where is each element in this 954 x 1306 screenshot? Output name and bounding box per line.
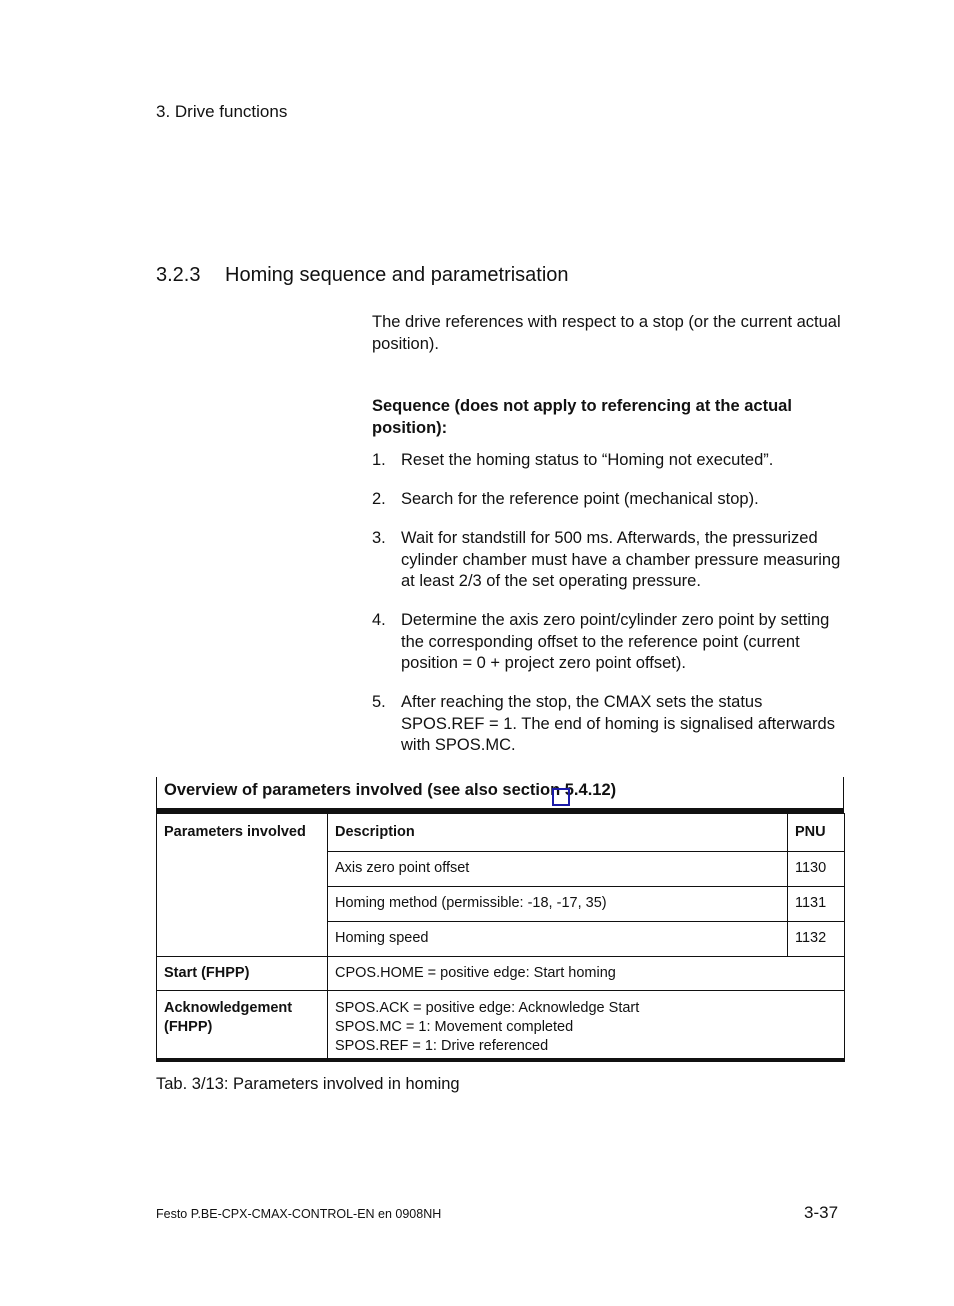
section-link[interactable] <box>552 788 570 806</box>
table-row <box>157 814 845 852</box>
table-row <box>157 957 845 991</box>
step-text: After reaching the stop, the CMAX sets the status SPOS.REF = 1. The end of homing is signalised afterwards with SPOS.MC. <box>401 693 835 754</box>
ack-label-line: Acknowledgement <box>164 1000 293 1016</box>
header-pnu: PNU <box>788 814 845 852</box>
intro-paragraph: The drive references with respect to a stop (or the current actual position). <box>372 313 841 353</box>
step-number: 3. <box>372 529 386 547</box>
page-number: 3-37 <box>804 1203 839 1222</box>
pnu-cell: 1131 <box>788 887 845 922</box>
table-title <box>156 777 844 808</box>
sequence-steps <box>372 450 844 774</box>
parameters-grid <box>156 813 845 1062</box>
step-item <box>372 450 844 472</box>
ack-value <box>328 991 845 1060</box>
step-number: 1. <box>372 451 386 469</box>
table-row <box>157 991 845 1060</box>
parameters-table <box>156 777 844 1062</box>
start-label: Start (FHPP) <box>157 957 328 991</box>
ack-value-line: SPOS.MC = 1: Movement completed <box>335 1019 574 1035</box>
ack-label <box>157 991 328 1060</box>
step-number: 2. <box>372 490 386 508</box>
pnu-cell: 1130 <box>788 852 845 887</box>
ack-value-line: SPOS.ACK = positive edge: Acknowledge Start <box>335 1000 640 1016</box>
step-item <box>372 528 844 593</box>
start-value: CPOS.HOME = positive edge: Start homing <box>328 957 845 991</box>
table-caption: Tab. 3/13: Parameters involved in homing <box>156 1075 460 1093</box>
description-cell: Homing method (permissible: -18, -17, 35) <box>328 887 788 922</box>
step-text: Wait for standstill for 500 ms. Afterwards, the pressurized cylinder chamber must have a chamber pressure measuring at least 2/3 of the set operating pressure. <box>401 529 841 590</box>
step-text: Reset the homing status to “Homing not executed”. <box>401 451 774 469</box>
chapter-header: 3. Drive functions <box>156 102 288 121</box>
step-item <box>372 692 844 757</box>
description-cell: Axis zero point offset <box>328 852 788 887</box>
ack-label-line: (FHPP) <box>164 1019 213 1035</box>
section-number: 3.2.3 <box>156 264 201 286</box>
step-text: Determine the axis zero point/cylinder zero point by setting the corresponding offset to the reference point (current position = 0 + project zero point offset). <box>401 611 830 672</box>
header-description: Description <box>328 814 788 852</box>
sequence-heading: Sequence (does not apply to referencing at the actual position): <box>372 397 792 437</box>
pnu-cell: 1132 <box>788 922 845 957</box>
section-title: Homing sequence and parametrisation <box>225 264 569 286</box>
footer-document-id: Festo P.BE-CPX-CMAX-CONTROL-EN en 0908NH <box>156 1207 442 1221</box>
step-text: Search for the reference point (mechanical stop). <box>401 490 759 508</box>
table-title-text: Overview of parameters involved (see also section 5.4.12) <box>164 781 617 799</box>
ack-value-line: SPOS.REF = 1: Drive referenced <box>335 1038 549 1054</box>
header-params-involved: Parameters involved <box>157 814 328 957</box>
step-item <box>372 610 844 675</box>
step-number: 5. <box>372 693 386 711</box>
step-item <box>372 489 844 511</box>
step-number: 4. <box>372 611 386 629</box>
description-cell: Homing speed <box>328 922 788 957</box>
